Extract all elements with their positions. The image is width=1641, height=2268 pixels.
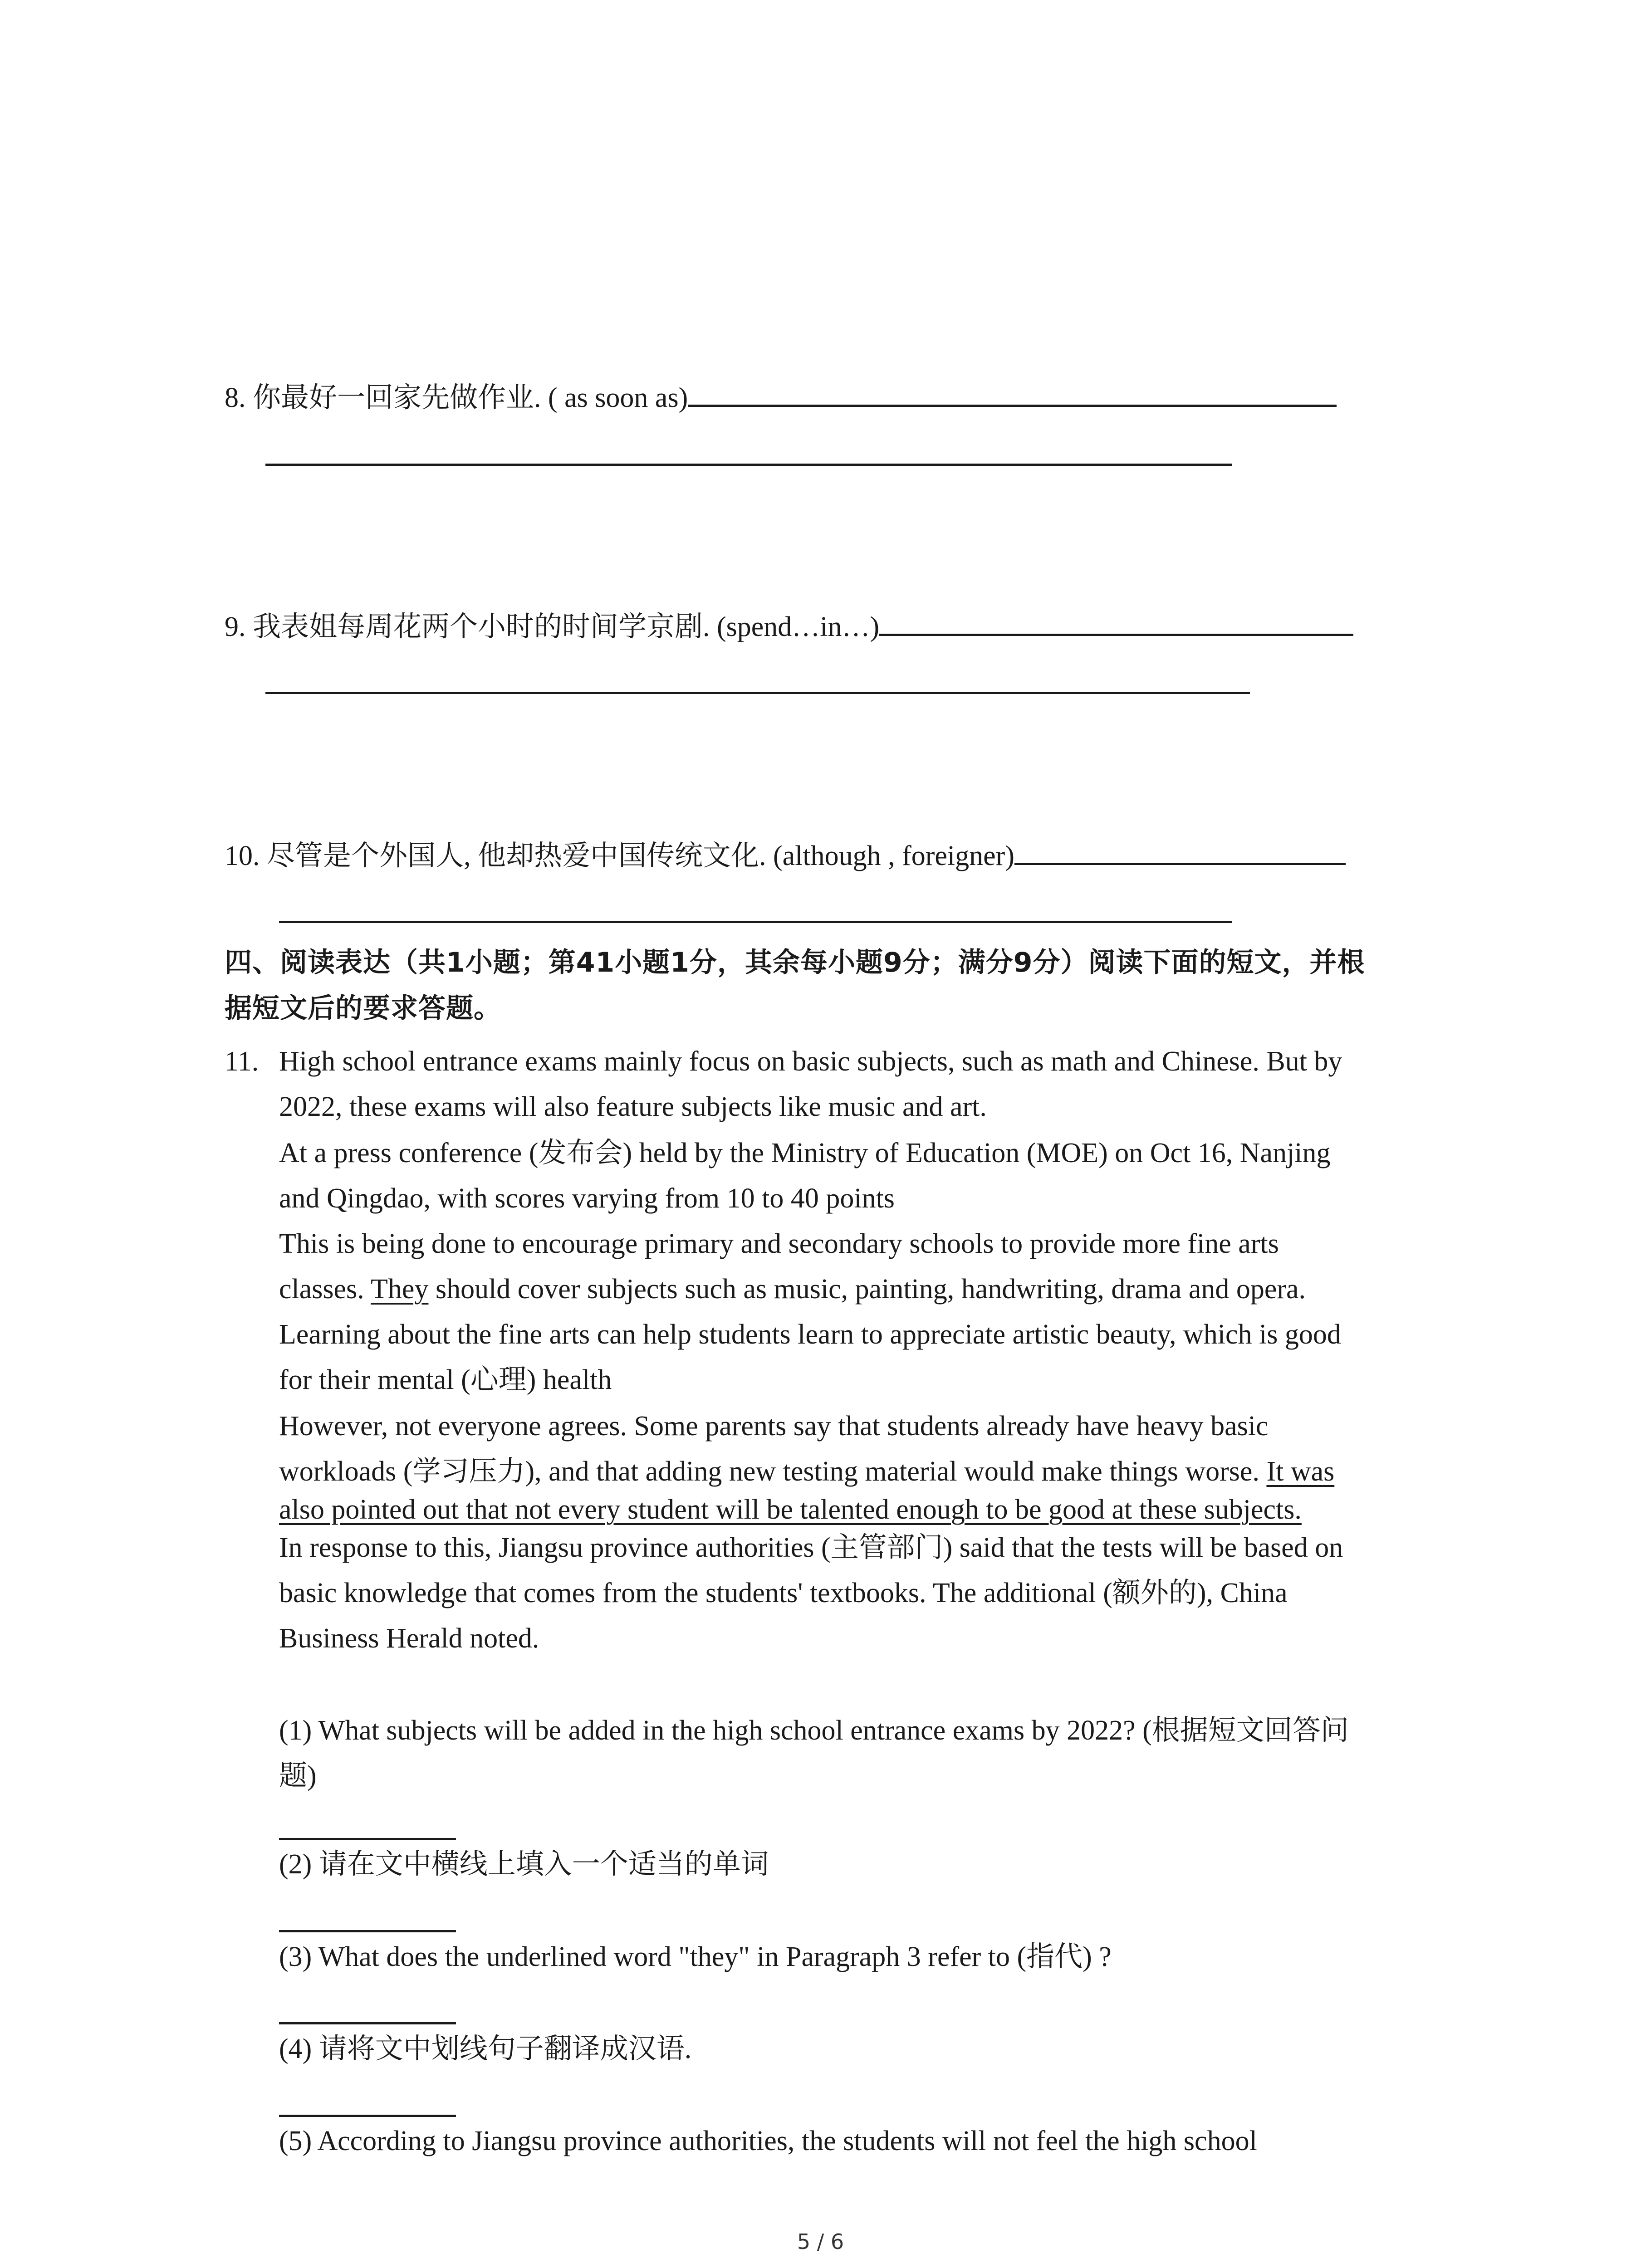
answer-blank-2[interactable] (279, 1930, 456, 1932)
section-heading-cont: 据短文后的要求答题。 (225, 992, 501, 1024)
passage-line: This is being done to encourage primary and secondary schools to provide more fine arts (279, 1228, 1279, 1259)
question-number: 8. (225, 382, 246, 413)
passage-line (279, 1271, 1306, 1307)
passage-line: Learning about the fine arts can help students learn to appreciate artistic beauty, which is good (279, 1319, 1341, 1350)
passage-line: for their mental (心理) health (279, 1364, 612, 1395)
question-prompt: 你最好一回家先做作业. ( as soon as) (253, 382, 688, 413)
sub-question-3: (3) What does the underlined word "they" in Paragraph 3 refer to (指代) ? (279, 1941, 1112, 1972)
answer-blank[interactable] (688, 376, 1337, 407)
answer-blank[interactable] (879, 606, 1353, 636)
answer-line[interactable] (265, 692, 1250, 694)
sub-question-5: (5) According to Jiangsu province authorities, the students will not feel the high school (279, 2126, 1257, 2156)
passage-text: classes. (279, 1274, 371, 1305)
question-10 (225, 835, 1346, 874)
answer-line[interactable] (279, 921, 1232, 923)
question-8 (225, 376, 1337, 416)
passage-text: workloads (学习压力), and that adding new testing material would make things worse. (279, 1456, 1267, 1487)
answer-blank-4[interactable] (279, 2115, 456, 2117)
passage-line (279, 1453, 1334, 1490)
question-11-number: 11. (225, 1046, 259, 1077)
section-heading: 四、阅读表达（共1小题；第41小题1分，其余每小题9分；满分9分）阅读下面的短文，并根 (225, 947, 1365, 978)
answer-blank-3[interactable] (279, 2022, 456, 2024)
passage-text: should cover subjects such as music, painting, handwriting, drama and opera. (428, 1274, 1306, 1305)
question-prompt: 我表姐每周花两个小时的时间学京剧. (spend…in…) (253, 611, 880, 642)
question-number: 9. (225, 611, 246, 642)
passage-line: However, not everyone agrees. Some parents say that students already have heavy basic (279, 1411, 1269, 1442)
passage-line: In response to this, Jiangsu province authorities (主管部门) said that the tests will be based on (279, 1532, 1343, 1563)
question-number: 10. (225, 841, 260, 871)
passage-line: basic knowledge that comes from the students' textbooks. The additional (额外的), China (279, 1578, 1288, 1608)
sub-question-4: (4) 请将文中划线句子翻译成汉语. (279, 2033, 692, 2064)
passage-line: and Qingdao, with scores varying from 10 to 40 points (279, 1183, 895, 1214)
underlined-sentence-start: It was (1266, 1456, 1335, 1487)
sub-question-1-cont: 题) (279, 1760, 317, 1791)
answer-blank[interactable] (1014, 835, 1346, 865)
question-prompt: 尽管是个外国人, 他却热爱中国传统文化. (although , foreigner) (267, 841, 1014, 871)
passage-line: 2022, these exams will also feature subjects like music and art. (279, 1091, 987, 1122)
sub-question-2: (2) 请在文中横线上填入一个适当的单词 (279, 1849, 769, 1880)
underlined-word-they: They (371, 1274, 429, 1305)
page-number: 5 / 6 (797, 2229, 844, 2254)
passage-line: Business Herald noted. (279, 1623, 539, 1654)
question-9 (225, 606, 1353, 645)
underlined-sentence: also pointed out that not every student will be talented enough to be good at these subjects. (279, 1494, 1302, 1525)
passage-line: High school entrance exams mainly focus on basic subjects, such as math and Chinese. But by (279, 1046, 1342, 1077)
answer-line[interactable] (265, 464, 1232, 466)
passage-line: At a press conference (发布会) held by the Ministry of Education (MOE) on Oct 16, Nanjing (279, 1138, 1331, 1168)
answer-blank-1[interactable] (279, 1838, 456, 1840)
passage-line (279, 1491, 1302, 1528)
sub-question-1: (1) What subjects will be added in the high school entrance exams by 2022? (根据短文回答问 (279, 1715, 1349, 1746)
